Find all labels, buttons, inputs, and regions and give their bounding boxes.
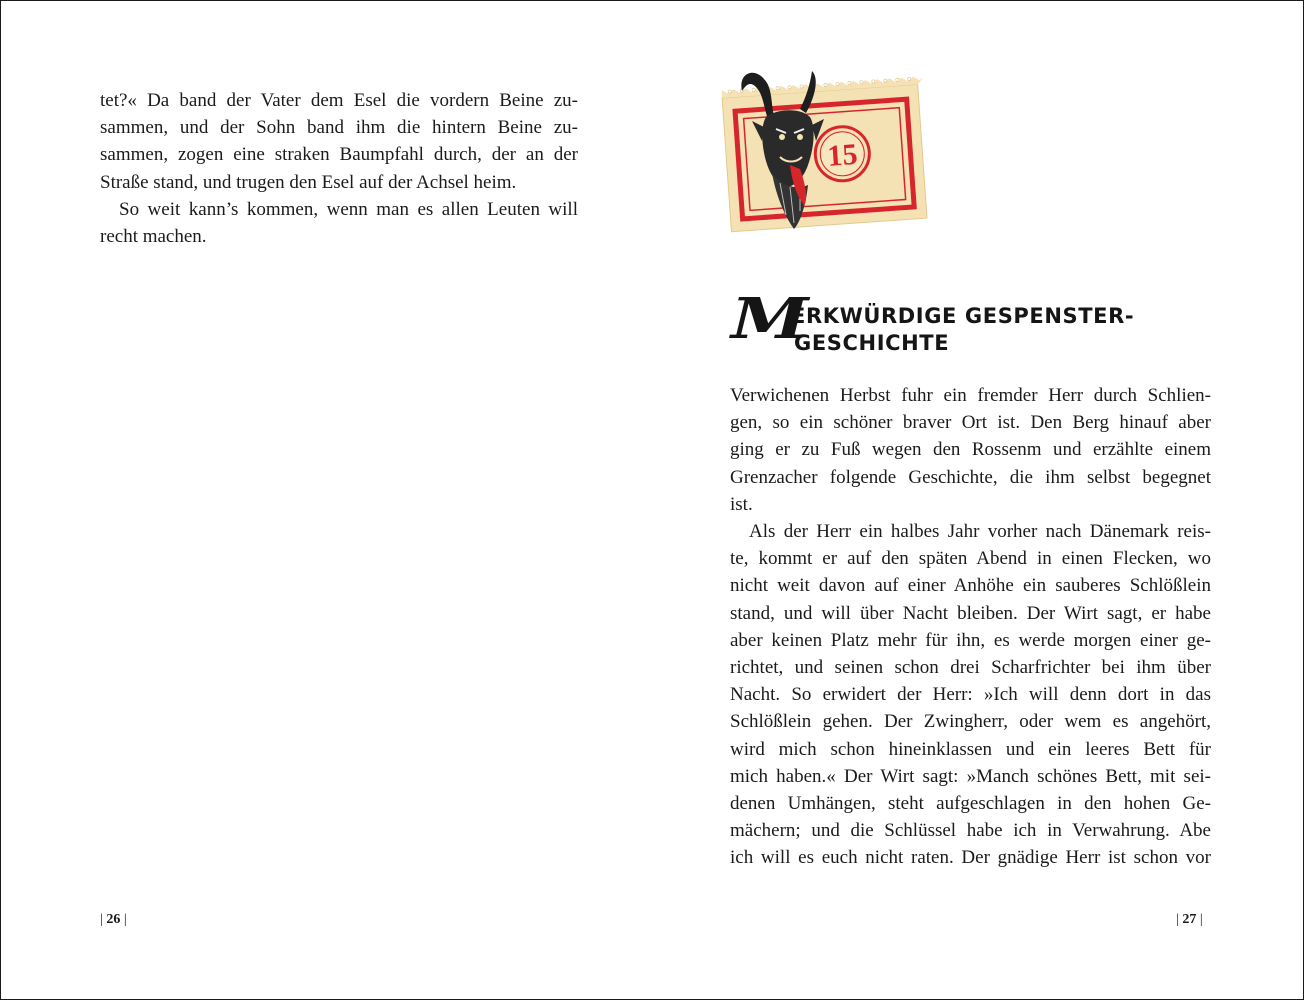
text-line: mich haben.« Der Wirt sagt: »Manch schönes Bett, mit sei- [730, 765, 1211, 787]
text-line: Straße stand, und trugen den Esel auf der Achsel heim. [100, 171, 517, 193]
text-line: Grenzacher folgende Geschichte, die ihm selbst begegnet [730, 466, 1211, 488]
heading-line-2: GESCHICHTE [794, 331, 950, 355]
calendar-page-icon [720, 65, 930, 235]
folio-bar: | [1199, 912, 1203, 927]
text-line: nicht weit davon auf einer Anhöhe ein sauberes Schlößlein [730, 575, 1211, 597]
text-line: sammen, und der Sohn band ihm die hintern Beine zu- [100, 117, 578, 139]
text-line: sammen, zogen eine straken Baumpfahl durch, der an der [100, 144, 578, 166]
text-line: gen, so ein schöner braver Ort ist. Den Berg hinauf aber [730, 412, 1211, 434]
text-line: mächern; und die Schlüssel habe ich in Verwahrung. Abe [730, 820, 1211, 842]
text-line: ist. [730, 493, 753, 515]
folio-bar: | [123, 912, 127, 927]
text-line: So weit kann’s kommen, wenn man es allen Leuten will [119, 198, 578, 220]
text-line: aber keinen Platz mehr für ihn, es werde morgen einer ge- [730, 629, 1211, 651]
text-line: stand, und will über Nacht bleiben. Der Wirt sagt, er habe [730, 602, 1211, 624]
right-page [652, 1, 1303, 999]
text-line: te, kommt er auf den späten Abend in einen Flecken, wo [730, 548, 1211, 570]
text-line: Als der Herr ein halbes Jahr vorher nach Dänemark reis- [749, 521, 1211, 543]
heading-line-1: ERKWÜRDIGE GESPENSTER- [791, 304, 1135, 328]
text-line: recht machen. [100, 226, 207, 248]
left-page-text [100, 87, 578, 250]
text-line: wird mich schon hineinklassen und ein leeres Bett für [730, 738, 1211, 760]
text-line: Nacht. So erwidert der Herr: »Ich will denn dort in das [730, 684, 1211, 706]
text-line: ich will es euch nicht raten. Der gnädige Herr ist schon vor [730, 847, 1211, 869]
heading-initial: M [731, 286, 809, 352]
folio-bar: | [1176, 912, 1179, 927]
text-line: denen Umhängen, steht aufgeschlagen in den hohen Ge- [730, 793, 1211, 815]
calendar-day-number: 15 [826, 137, 859, 173]
page-number-value: 27 [1182, 912, 1197, 927]
left-page [1, 1, 652, 999]
text-line: Schlößlein gehen. Der Zwingherr, oder wem es angehört, [730, 711, 1211, 733]
text-line: richtet, und seinen schon drei Scharfrichter bei ihm über [730, 657, 1211, 679]
right-page-text [730, 382, 1211, 872]
folio-bar: | [100, 912, 103, 927]
text-line: ging er zu Fuß wegen den Rossenm und erzählte einem [730, 439, 1211, 461]
page-number-left [100, 911, 127, 929]
text-line: tet?« Da band der Vater dem Esel die vordern Beine zu- [100, 90, 578, 111]
page-number-value: 26 [106, 912, 121, 927]
page-number-right [1176, 911, 1203, 929]
text-line: Verwichenen Herbst fuhr ein fremder Herr durch Schlien- [730, 385, 1211, 406]
